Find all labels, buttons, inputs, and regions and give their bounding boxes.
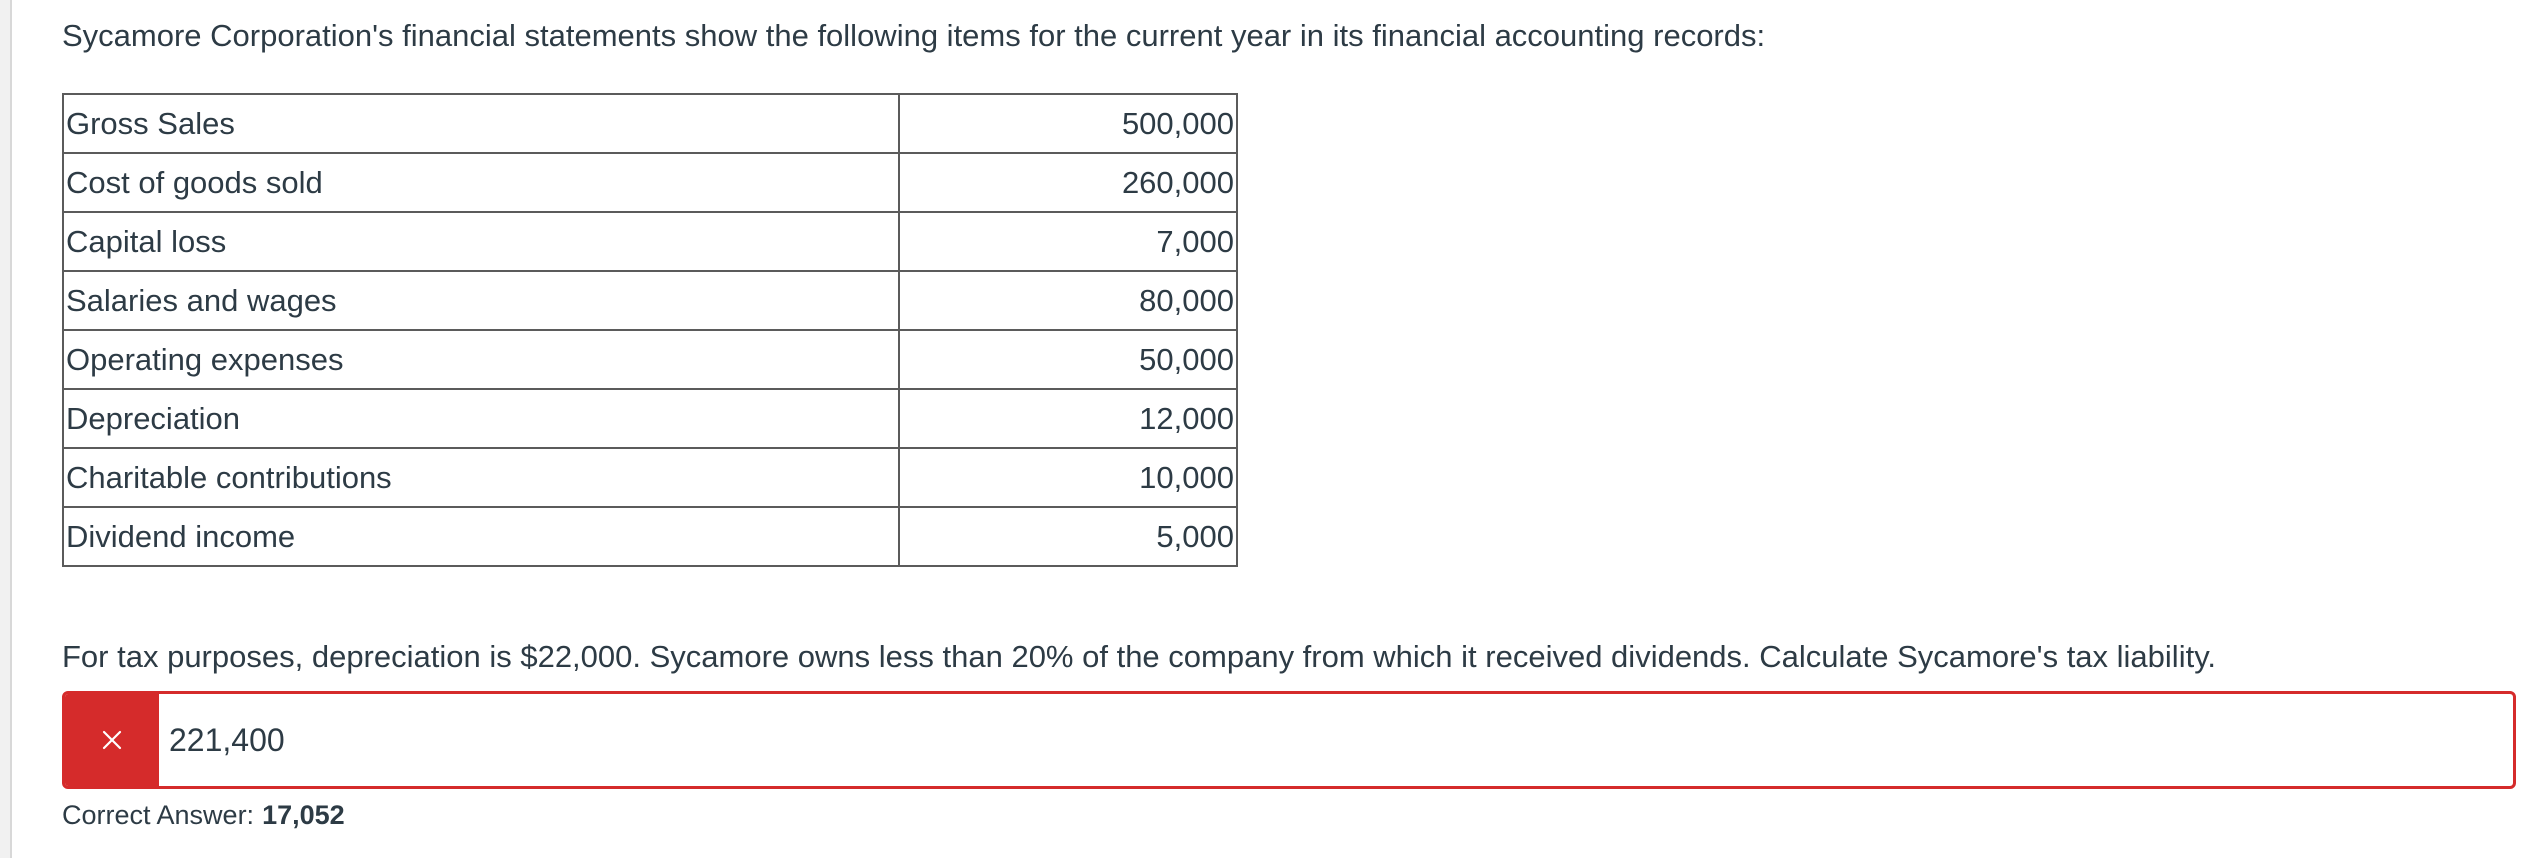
item-label: Depreciation	[63, 389, 899, 448]
table-row	[63, 94, 1237, 153]
item-value: 80,000	[899, 271, 1237, 330]
table-row	[63, 153, 1237, 212]
correct-answer-label: Correct Answer:	[62, 800, 255, 830]
item-label: Gross Sales	[63, 94, 899, 153]
item-value: 7,000	[899, 212, 1237, 271]
item-value: 10,000	[899, 448, 1237, 507]
item-value: 260,000	[899, 153, 1237, 212]
item-label: Dividend income	[63, 507, 899, 566]
financial-items-table	[62, 93, 1238, 567]
left-border-rule	[0, 0, 12, 858]
question-followup: For tax purposes, depreciation is $22,000. Sycamore owns less than 20% of the company from which it received dividends. Calculate Sycamore's tax liability.	[62, 639, 2217, 674]
item-value: 5,000	[899, 507, 1237, 566]
table-row	[63, 507, 1237, 566]
table-row	[63, 271, 1237, 330]
question-intro: Sycamore Corporation's financial statements show the following items for the current year in its financial accounting records:	[62, 18, 1766, 53]
correct-answer-value: 17,052	[262, 800, 345, 830]
incorrect-badge	[65, 694, 159, 786]
table-row	[63, 330, 1237, 389]
item-label: Charitable contributions	[63, 448, 899, 507]
answer-field[interactable]	[62, 691, 2516, 789]
table-row	[63, 212, 1237, 271]
item-label: Salaries and wages	[63, 271, 899, 330]
user-answer-value: 221,400	[169, 721, 285, 758]
correct-answer-line	[62, 797, 345, 833]
item-value: 50,000	[899, 330, 1237, 389]
item-label: Capital loss	[63, 212, 899, 271]
table-row	[63, 389, 1237, 448]
item-value: 500,000	[899, 94, 1237, 153]
item-label: Operating expenses	[63, 330, 899, 389]
close-icon	[100, 728, 124, 752]
item-label: Cost of goods sold	[63, 153, 899, 212]
table-row	[63, 448, 1237, 507]
item-value: 12,000	[899, 389, 1237, 448]
